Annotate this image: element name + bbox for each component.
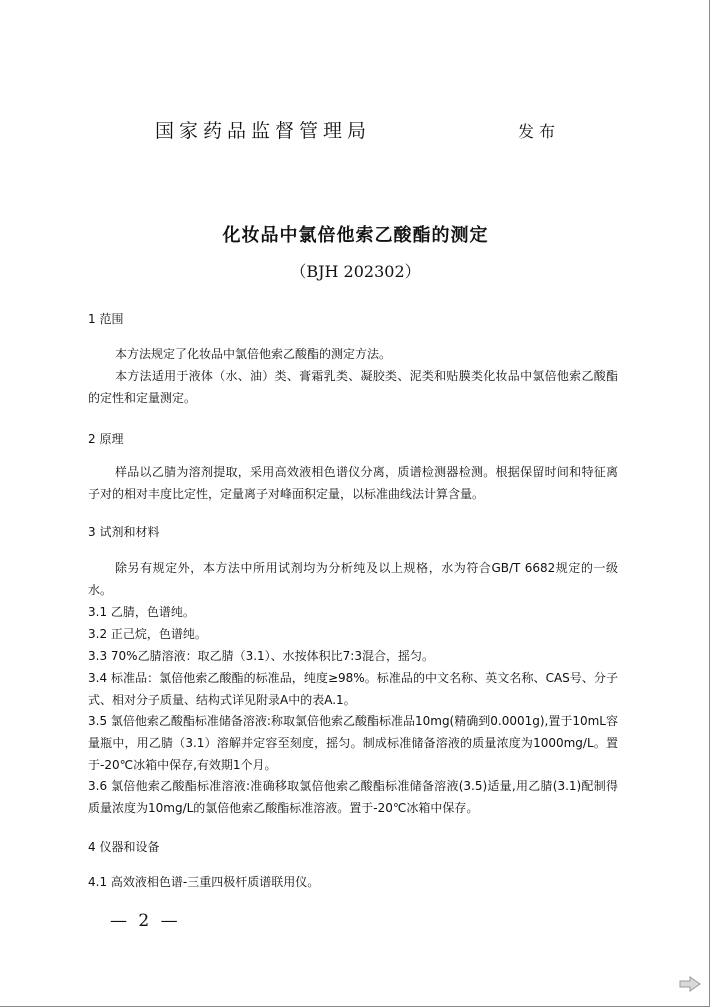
reagent-item: 3.3 70%乙腈溶液：取乙腈（3.1）、水按体积比7:3混合，摇匀。 [88,649,434,663]
scope-paragraph-2: 本方法适用于液体（水、油）类、膏霜乳类、凝胶类、泥类和贴膜类化妆品中氯倍他索乙酸酯的定性和定量测定。 [88,369,618,405]
reagents-paragraph-1: 除另有规定外，本方法中所用试剂均为分析纯及以上规格，水为符合GB/T 6682规定的一级水。 [88,561,618,597]
section-heading-instruments: 4 仪器和设备 [88,840,160,854]
page-number: — 2 — [110,911,181,931]
reagent-item: 3.2 正己烷，色谱纯。 [88,627,207,641]
section-heading-principle: 2 原理 [88,432,124,446]
reagent-item: 3.4 标准品：氯倍他索乙酸酯的标准品，纯度≥98%。标准品的中文名称、英文名称、CAS号、分子式、相对分子质量、结构式详见附录A中的表A.1。 [88,671,618,707]
issuer-name: 国家药品监督管理局 [155,120,372,142]
principle-paragraph-1: 样品以乙腈为溶剂提取，采用高效液相色谱仪分离，质谱检测器检测。根据保留时间和特征离子对的相对丰度比定性，定量离子对峰面积定量，以标准曲线法计算含量。 [88,465,618,501]
reagent-item: 3.6 氯倍他索乙酸酯标准溶液:准确移取氯倍他索乙酸酯标准储备溶液(3.5)适量,用乙腈(3.1)配制得质量浓度为10mg/L的氯倍他索乙酸酯标准溶液。置于-20℃冰箱中保存。 [88,779,618,815]
document-title: 化妆品中氯倍他索乙酸酯的测定 [222,225,489,246]
next-page-arrow-icon[interactable] [679,976,701,992]
section-heading-scope: 1 范围 [88,312,124,326]
publish-label: 发布 [518,122,561,141]
document-code: （BJH 202302） [290,262,421,281]
section-heading-reagents: 3 试剂和材料 [88,525,160,539]
reagent-item: 3.5 氯倍他索乙酸酯标准储备溶液:称取氯倍他索乙酸酯标准品10mg(精确到0.0001g),置于10mL容量瓶中，用乙腈（3.1）溶解并定容至刻度，摇匀。制成标准储备溶液的质量浓度为1000mg/L。置于-20℃冰箱中保存,有效期1个月。 [88,714,618,772]
scope-paragraph-1: 本方法规定了化妆品中氯倍他索乙酸酯的测定方法。 [115,347,392,361]
reagent-item: 3.1 乙腈，色谱纯。 [88,605,195,619]
instrument-item: 4.1 高效液相色谱-三重四极杆质谱联用仪。 [88,875,320,889]
